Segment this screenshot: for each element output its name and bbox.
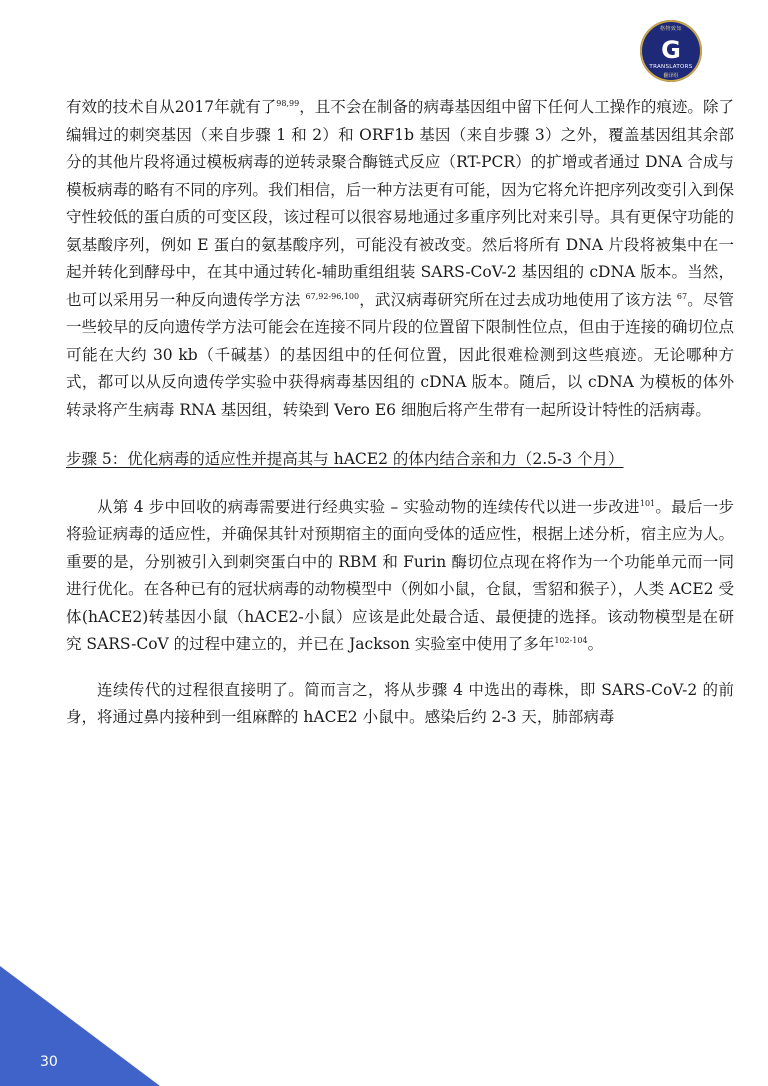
citation: 67 [676,291,688,301]
translators-logo [640,20,702,82]
paragraph-1-text-b: ，且不会在制备的病毒基因组中留下任何人工操作的痕迹。除了编辑过的刺突基因（来自步骤 1 和 2）和 ORF1b 基因（来自步骤 3）之外，覆盖基因组其余部分的其他片段将通过模板病毒的逆转录聚合酶链式反应（RT-PCR）的扩增或者通过 DNA 合成与模板病毒的略有不同的序列。我们相信，后一种方法更有可能，因为它将允许把序列改变引入到保守性较低的蛋白质的可变区段，该过程可以很容易地通过多重序列比对来引导。具有更保守功能的氨基酸序列，例如 E 蛋白的氨基酸序列，可能没有被改变。然后将所有 DNA 片段将被集中在一起并转化到酵母中，在其中通过转化-辅助重组组装 SARS-CoV-2 基因组的 cDNA 版本。当然，也可以采用另一种反向遗传学方法 [66,98,734,309]
paragraph-3-text: 连续传代的过程很直接明了。简而言之，将从步骤 4 中选出的毒株，即 SARS-CoV-2 的前身，将通过鼻内接种到一组麻醉的 hACE2 小鼠中。感染后约 2-3 天，肺部病毒 [66,680,734,726]
paragraph-2-text-a: 从第 4 步中回收的病毒需要进行经典实验 – 实验动物的连续传代以进一步改进 [97,497,640,516]
logo-ring-top-text: 格物致知 [659,26,682,32]
page-number: 30 [40,1054,58,1070]
paragraph-gap [66,659,734,677]
citation: 102-104 [554,635,588,645]
citation: 101 [639,498,656,508]
logo-letter: G [661,36,681,64]
corner-triangle-shape [0,966,160,1086]
corner-triangle-decoration [0,966,160,1086]
logo-ring-bottom-text: 翻译组 [663,73,679,79]
paragraph-1-text-a: 有效的技术自从2017年就有了 [66,98,277,116]
section-heading-step-5: 步骤 5：优化病毒的适应性并提高其与 hACE2 的体内结合亲和力（2.5-3 个月） [66,450,624,468]
logo-name: TRANSLATORS [649,64,693,70]
citation: 98,99 [276,98,300,108]
paragraph-2-text-b: 。最后一步将验证病毒的适应性，并确保其针对预期宿主的面向受体的适应性，根据上述分析，宿主应为人。重要的是，分别被引入到刺突蛋白中的 RBM 和 Furin 酶切位点现在将作为一个功能单元而一同进行优化。在各种已有的冠状病毒的动物模型中（例如小鼠，仓鼠，雪貂和猴子），人类 ACE2 受体(hACE2)转基因小鼠（hACE2-小鼠）应该是此处最合适、最便捷的选择。该动物模型是在研究 SARS-CoV 的过程中建立的，并已在 Jackson 实验室中使用了多年 [66,497,734,653]
paragraph-1-text-d: 。尽管一些较早的反向遗传学方法可能会在连接不同片段的位置留下限制性位点，但由于连接的确切位点可能在大约 30 kb（千碱基）的基因组中的任何位置，因此很难检测到这些痕迹。无论哪种方式，都可以从反向遗传学实验中获得病毒基因组的 cDNA 版本。随后，以 cDNA 为模板的体外转录将产生病毒 RNA 基因组，转染到 Vero E6 细胞后将产生带有一起所设计特性的活病毒。 [66,290,734,419]
citation: 67,92-96,100 [305,291,360,301]
paragraph-2 [66,494,734,659]
paragraph-1 [66,94,734,424]
page-content [66,94,734,732]
paragraph-3 [66,677,734,732]
paragraph-2-text-c: 。 [587,635,604,653]
paragraph-1-text-c: ，武汉病毒研究所在过去成功地使用了该方法 [359,290,677,309]
